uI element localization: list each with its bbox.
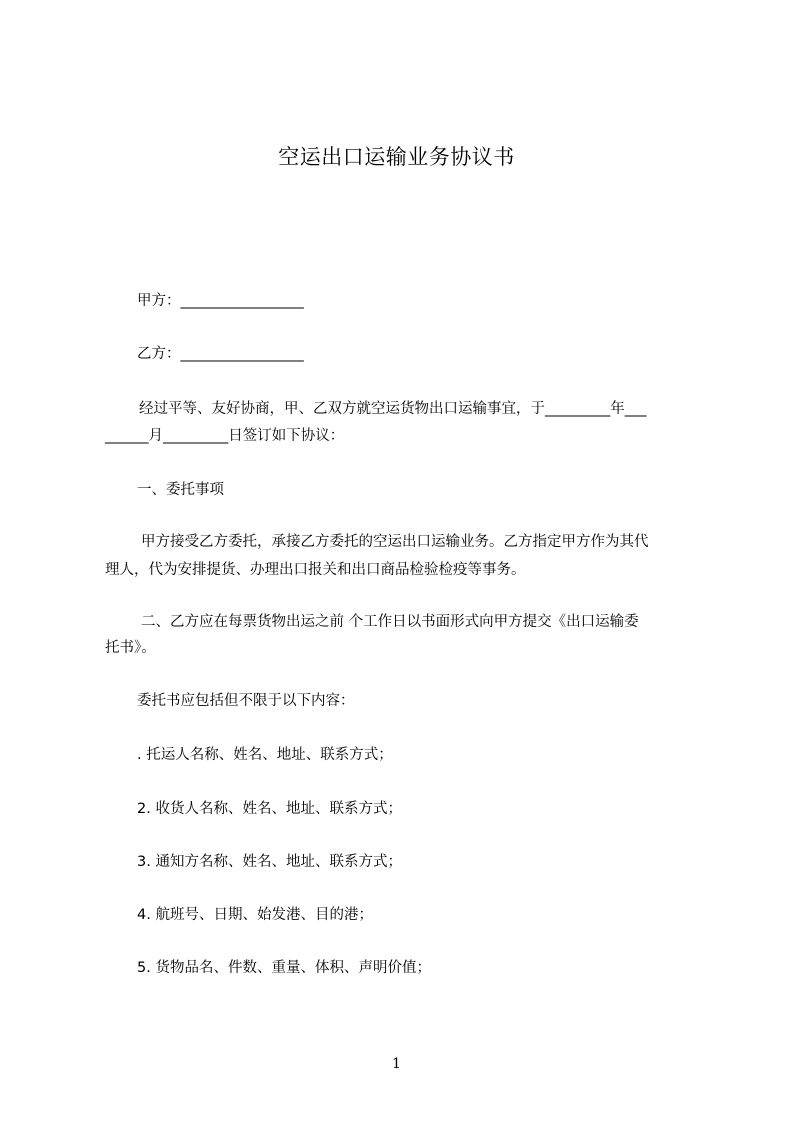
list-item: . 托运人名称、姓名、地址、联系方式； (137, 747, 393, 763)
document-title: 空运出口运输业务协议书 (278, 145, 515, 169)
party-b-line: 乙方：_________________ (137, 346, 304, 362)
section-1-paragraph-line-1: 甲方接受乙方委托，承接乙方委托的空运出口运输业务。乙方指定甲方作为其代 (141, 534, 649, 550)
section-2-paragraph-line-1: 二、乙方应在每票货物出运之前 个工作日以书面形式向甲方提交《出口运输委 (141, 614, 639, 630)
intro-paragraph-line-1: 经过平等、友好协商，甲、乙双方就空运货物出口运输事宜，于_________年___ (139, 401, 647, 417)
intro-paragraph-line-2: ______月_________日签订如下协议： (105, 428, 345, 444)
section-1-heading: 一、委托事项 (137, 482, 224, 498)
list-item: 5. 货物品名、件数、重量、体积、声明价值； (137, 960, 431, 976)
section-2-paragraph-line-2: 托书》。 (105, 640, 156, 656)
section-1-paragraph-line-2: 理人，代为安排提货、办理出口报关和出口商品检验检疫等事务。 (105, 562, 526, 578)
list-item: 2. 收货人名称、姓名、地址、联系方式； (137, 801, 402, 817)
list-intro: 委托书应包括但不限于以下内容： (137, 693, 355, 709)
page-number: 1 (392, 1056, 401, 1072)
party-a-line: 甲方：_________________ (137, 293, 304, 309)
list-item: 4. 航班号、日期、始发港、目的港； (137, 907, 373, 923)
list-item: 3. 通知方名称、姓名、地址、联系方式； (137, 854, 402, 870)
